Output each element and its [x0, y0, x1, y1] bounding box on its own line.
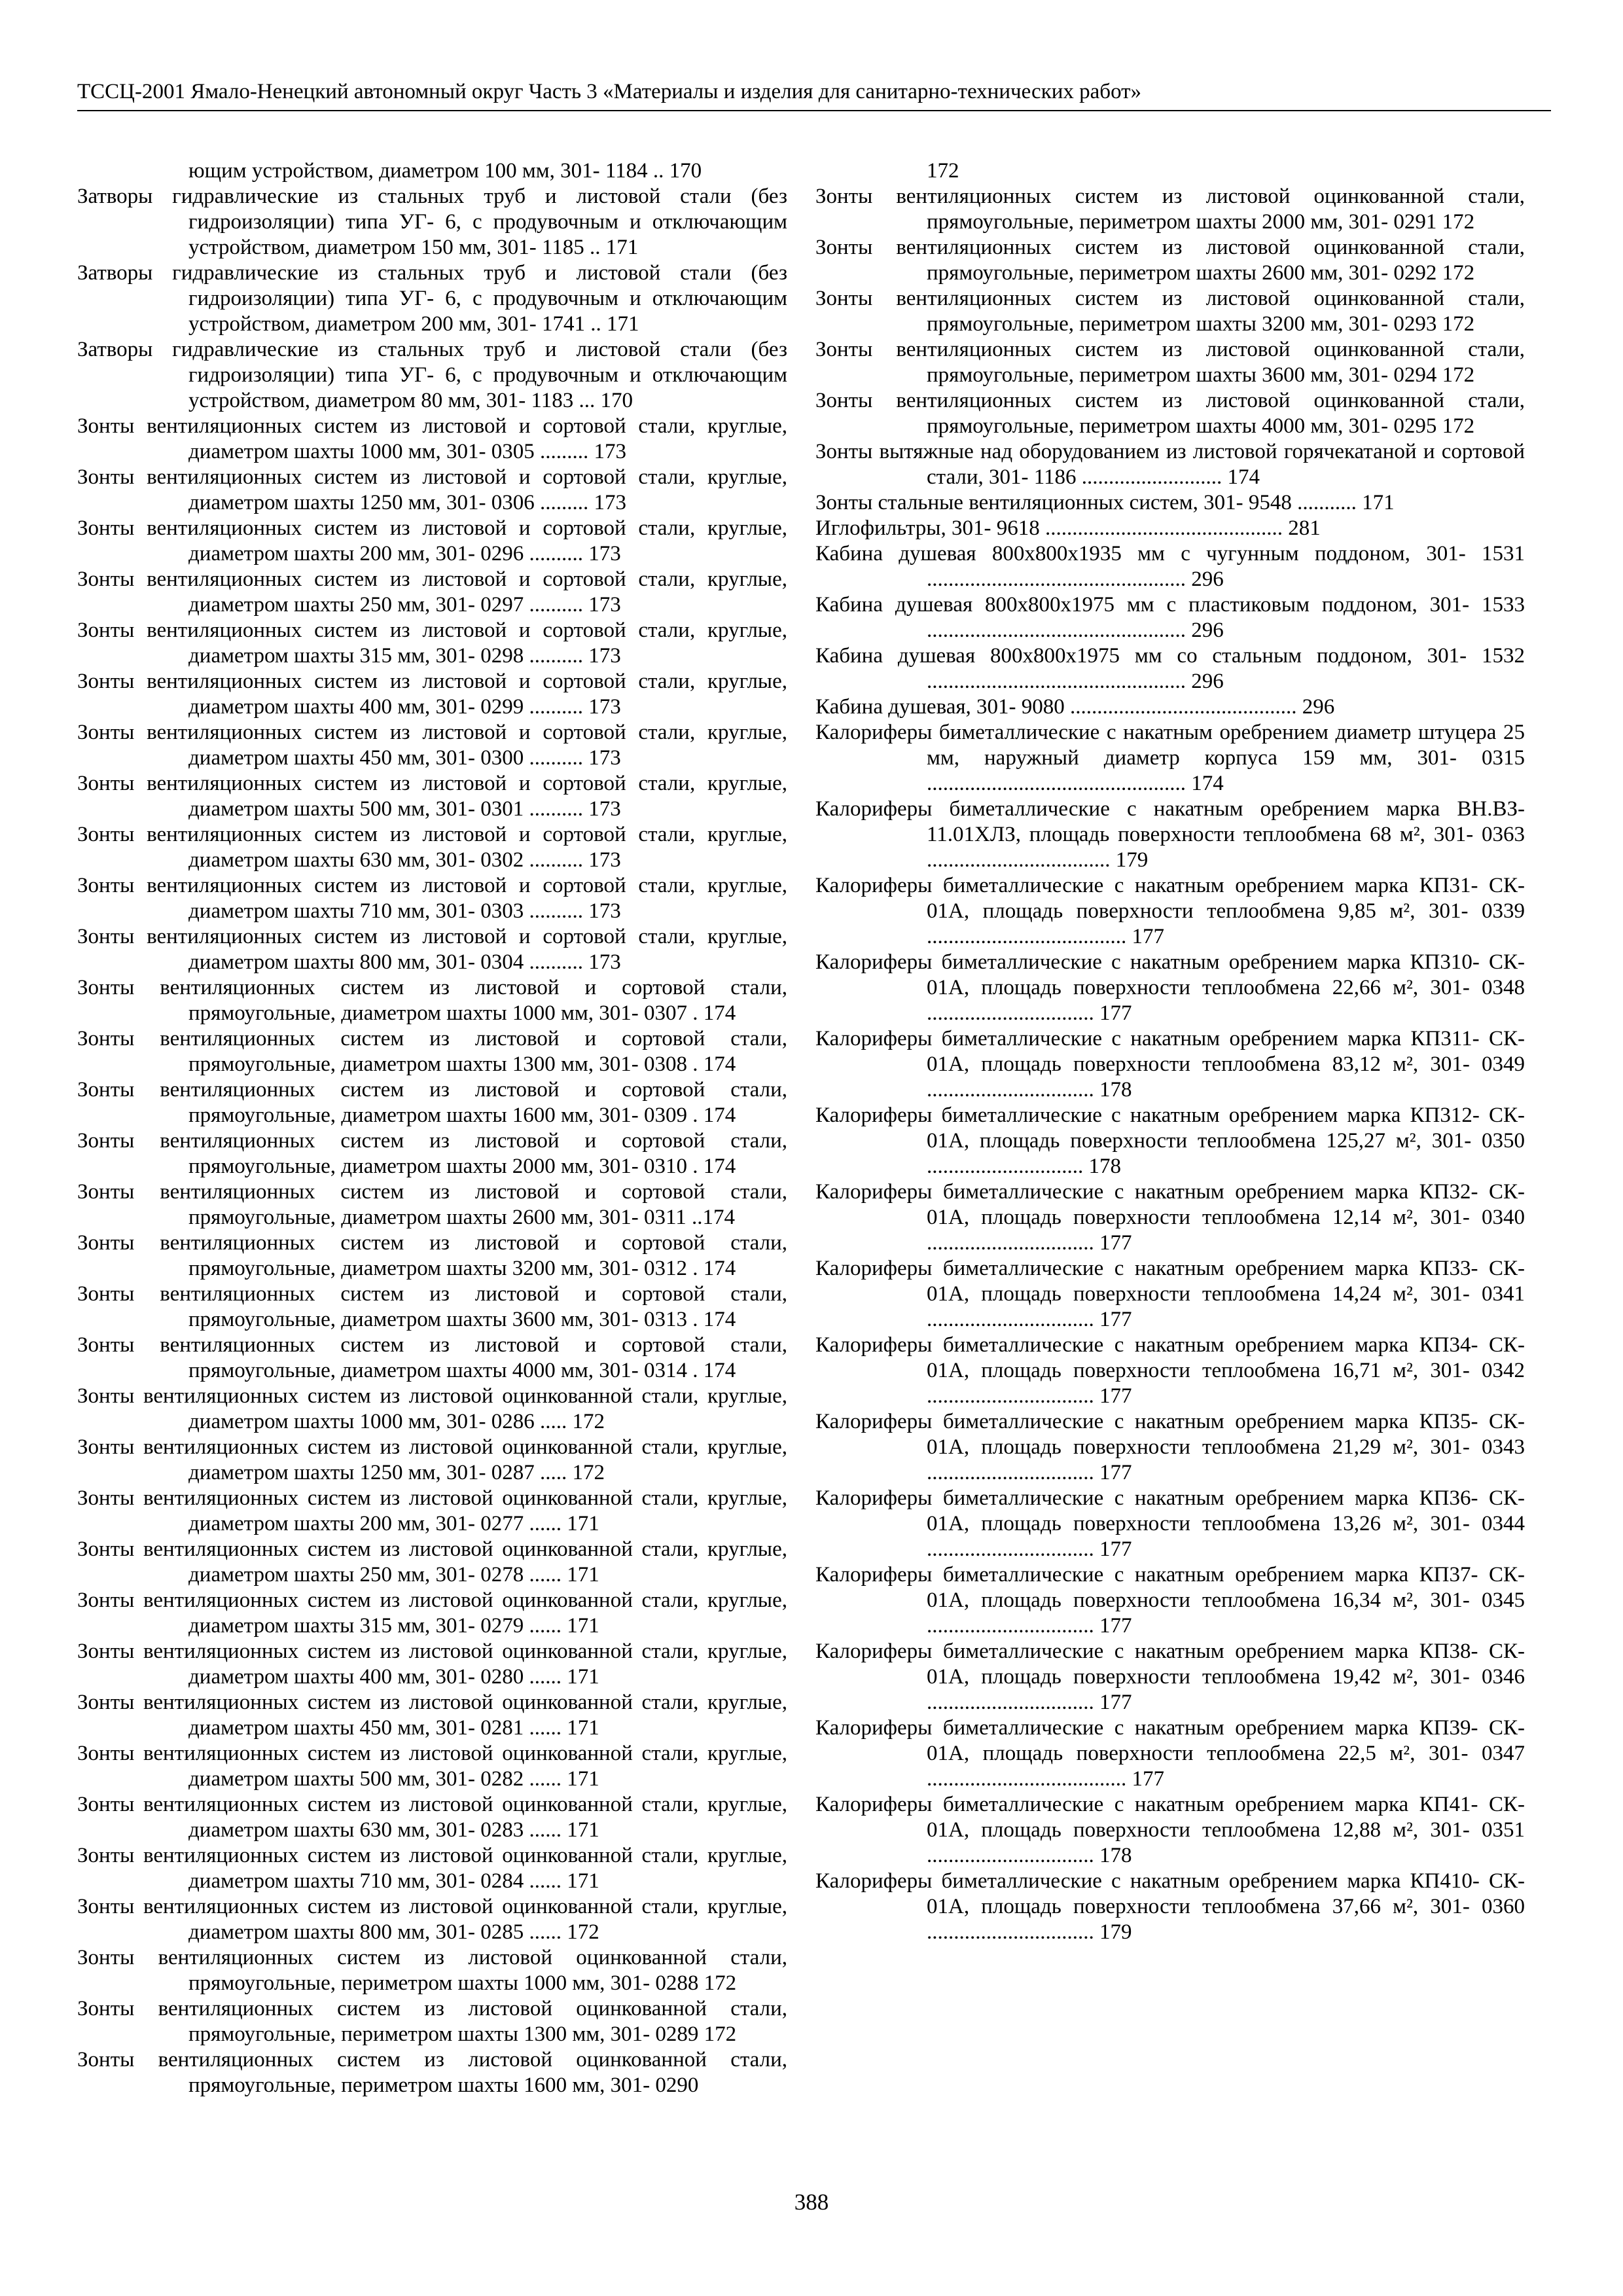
index-entry: Зонты вентиляционных систем из листовой оцинкованной стали, круглые, диаметром шахты 710 мм, 301- 0284 ...... 171: [77, 1844, 787, 1893]
index-entry: Калориферы биметаллические с накатным оребрением марка КП39- СК- 01А, площадь поверхности теплообмена 22,5 м², 301- 0347 ..................................... 177: [815, 1716, 1525, 1791]
index-entry: Зонты вентиляционных систем из листовой и сортовой стали, прямоугольные, диаметром шахты 3200 мм, 301- 0312 . 174: [77, 1231, 787, 1280]
index-entry: Зонты вытяжные над оборудованием из листовой горячекатаной и сортовой стали, 301- 1186 .......................... 174: [815, 440, 1525, 489]
index-column-right: [815, 158, 1525, 1945]
index-entry: 172: [927, 159, 959, 183]
index-entry: Зонты вентиляционных систем из листовой оцинкованной стали, прямоугольные, периметром шахты 4000 мм, 301- 0295 172: [815, 389, 1525, 438]
index-entry: Зонты вентиляционных систем из листовой оцинкованной стали, круглые, диаметром шахты 630 мм, 301- 0283 ...... 171: [77, 1793, 787, 1842]
index-entry: Зонты вентиляционных систем из листовой и сортовой стали, прямоугольные, диаметром шахты 1600 мм, 301- 0309 . 174: [77, 1078, 787, 1127]
index-entry: Зонты стальные вентиляционных систем, 301- 9548 ........... 171: [815, 491, 1395, 514]
index-entry: Зонты вентиляционных систем из листовой оцинкованной стали, круглые, диаметром шахты 400 мм, 301- 0280 ...... 171: [77, 1640, 787, 1689]
index-entry: Зонты вентиляционных систем из листовой и сортовой стали, круглые, диаметром шахты 800 мм, 301- 0304 .......... 173: [77, 925, 787, 974]
index-entry: Зонты вентиляционных систем из листовой и сортовой стали, круглые, диаметром шахты 200 мм, 301- 0296 .......... 173: [77, 516, 787, 565]
index-entry: Калориферы биметаллические с накатным оребрением марка КП310- СК- 01А, площадь поверхности теплообмена 22,66 м², 301- 0348 ............................... 177: [815, 950, 1525, 1025]
index-entry: Калориферы биметаллические с накатным оребрением марка КП38- СК- 01А, площадь поверхности теплообмена 19,42 м², 301- 0346 ............................... 177: [815, 1640, 1525, 1714]
index-entry: Калориферы биметаллические с накатным оребрением марка ВН.ВЗ- 11.01ХЛЗ, площадь поверхности теплообмена 68 м², 301- 0363 .................................. 179: [815, 797, 1525, 872]
index-entry: Зонты вентиляционных систем из листовой и сортовой стали, круглые, диаметром шахты 1000 мм, 301- 0305 ......... 173: [77, 414, 787, 463]
index-entry: Калориферы биметаллические с накатным оребрением марка КП311- СК- 01А, площадь поверхности теплообмена 83,12 м², 301- 0349 ............................... 178: [815, 1027, 1525, 1102]
page-header: ТССЦ-2001 Ямало-Ненецкий автономный округ Часть 3 «Материалы и изделия для санитарно-технических работ»: [77, 77, 1551, 111]
index-entry: Калориферы биметаллические с накатным оребрением марка КП312- СК- 01А, площадь поверхности теплообмена 125,27 м², 301- 0350 ............................. 178: [815, 1103, 1525, 1178]
index-entry: Калориферы биметаллические с накатным оребрением марка КП31- СК- 01А, площадь поверхности теплообмена 9,85 м², 301- 0339 ..................................... 177: [815, 874, 1525, 948]
index-entry: Калориферы биметаллические с накатным оребрением марка КП34- СК- 01А, площадь поверхности теплообмена 16,71 м², 301- 0342 ............................... 177: [815, 1333, 1525, 1408]
index-entry: Зонты вентиляционных систем из листовой и сортовой стали, круглые, диаметром шахты 400 мм, 301- 0299 .......... 173: [77, 670, 787, 719]
index-entry: Зонты вентиляционных систем из листовой оцинкованной стали, прямоугольные, периметром шахты 1000 мм, 301- 0288 172: [77, 1946, 787, 1995]
index-entry: Калориферы биметаллические с накатным оребрением марка КП37- СК- 01А, площадь поверхности теплообмена 16,34 м², 301- 0345 ............................... 177: [815, 1563, 1525, 1638]
index-column-left: [77, 158, 787, 2098]
index-entry: Зонты вентиляционных систем из листовой оцинкованной стали, прямоугольные, периметром шахты 1300 мм, 301- 0289 172: [77, 1997, 787, 2046]
index-entry: Зонты вентиляционных систем из листовой и сортовой стали, прямоугольные, диаметром шахты 3600 мм, 301- 0313 . 174: [77, 1282, 787, 1331]
index-entry: Иглофильтры, 301- 9618 ............................................ 281: [815, 516, 1321, 540]
index-entry: Кабина душевая, 301- 9080 .......................................... 296: [815, 695, 1335, 719]
index-entry: Зонты вентиляционных систем из листовой и сортовой стали, круглые, диаметром шахты 315 мм, 301- 0298 .......... 173: [77, 619, 787, 668]
index-entry: Кабина душевая 800х800х1935 мм с чугунным поддоном, 301- 1531 ................................................ 296: [815, 542, 1525, 591]
index-entry: Калориферы биметаллические с накатным оребрением марка КП32- СК- 01А, площадь поверхности теплообмена 12,14 м², 301- 0340 ............................... 177: [815, 1180, 1525, 1255]
index-entry: Калориферы биметаллические с накатным оребрением марка КП41- СК- 01А, площадь поверхности теплообмена 12,88 м², 301- 0351 ............................... 178: [815, 1793, 1525, 1867]
index-entry: Зонты вентиляционных систем из листовой оцинкованной стали, круглые, диаметром шахты 800 мм, 301- 0285 ...... 172: [77, 1895, 787, 1944]
index-entry: Зонты вентиляционных систем из листовой и сортовой стали, круглые, диаметром шахты 450 мм, 301- 0300 .......... 173: [77, 721, 787, 770]
index-entry: Зонты вентиляционных систем из листовой и сортовой стали, прямоугольные, диаметром шахты 2600 мм, 301- 0311 ..174: [77, 1180, 787, 1229]
index-entry: Калориферы биметаллические с накатным оребрением марка КП36- СК- 01А, площадь поверхности теплообмена 13,26 м², 301- 0344 ............................... 177: [815, 1486, 1525, 1561]
index-entry: Калориферы биметаллические с накатным оребрением марка КП35- СК- 01А, площадь поверхности теплообмена 21,29 м², 301- 0343 ............................... 177: [815, 1410, 1525, 1484]
index-entry: Зонты вентиляционных систем из листовой оцинкованной стали, круглые, диаметром шахты 500 мм, 301- 0282 ...... 171: [77, 1742, 787, 1791]
index-entry: Затворы гидравлические из стальных труб и листовой стали (без гидроизоляции) типа УГ- 6, с продувочным и отключающим устройством, диаметром 80 мм, 301- 1183 ... 170: [77, 338, 787, 412]
index-entry: Кабина душевая 800х800х1975 мм со стальным поддоном, 301- 1532 ................................................ 296: [815, 644, 1525, 693]
index-entry: Зонты вентиляционных систем из листовой оцинкованной стали, круглые, диаметром шахты 450 мм, 301- 0281 ...... 171: [77, 1691, 787, 1740]
index-entry: Зонты вентиляционных систем из листовой и сортовой стали, круглые, диаметром шахты 1250 мм, 301- 0306 ......... 173: [77, 465, 787, 514]
page-number: 388: [794, 2189, 829, 2215]
index-entry: Зонты вентиляционных систем из листовой оцинкованной стали, прямоугольные, периметром шахты 3600 мм, 301- 0294 172: [815, 338, 1525, 387]
index-entry: Зонты вентиляционных систем из листовой оцинкованной стали, прямоугольные, периметром шахты 2600 мм, 301- 0292 172: [815, 236, 1525, 285]
index-entry: Зонты вентиляционных систем из листовой оцинкованной стали, круглые, диаметром шахты 200 мм, 301- 0277 ...... 171: [77, 1486, 787, 1535]
index-entry: Зонты вентиляционных систем из листовой и сортовой стали, круглые, диаметром шахты 630 мм, 301- 0302 .......... 173: [77, 823, 787, 872]
index-entry: Зонты вентиляционных систем из листовой оцинкованной стали, прямоугольные, периметром шахты 2000 мм, 301- 0291 172: [815, 185, 1525, 234]
index-entry: Зонты вентиляционных систем из листовой и сортовой стали, прямоугольные, диаметром шахты 1300 мм, 301- 0308 . 174: [77, 1027, 787, 1076]
index-entry: Калориферы биметаллические с накатным оребрением марка КП33- СК- 01А, площадь поверхности теплообмена 14,24 м², 301- 0341 ............................... 177: [815, 1257, 1525, 1331]
index-entry: Калориферы биметаллические с накатным оребрением диаметр штуцера 25 мм, наружный диаметр корпуса 159 мм, 301- 0315 ................................................ 174: [815, 721, 1525, 795]
index-entry: Кабина душевая 800х800х1975 мм с пластиковым поддоном, 301- 1533 ................................................ 296: [815, 593, 1525, 642]
index-entry: Зонты вентиляционных систем из листовой оцинкованной стали, прямоугольные, периметром шахты 1600 мм, 301- 0290: [77, 2048, 787, 2097]
index-entry: Зонты вентиляционных систем из листовой оцинкованной стали, круглые, диаметром шахты 315 мм, 301- 0279 ...... 171: [77, 1588, 787, 1638]
index-entry: Затворы гидравлические из стальных труб и листовой стали (без гидроизоляции) типа УГ- 6, с продувочным и отключающим устройством, диаметром 150 мм, 301- 1185 .. 171: [77, 185, 787, 259]
index-entry: Зонты вентиляционных систем из листовой и сортовой стали, круглые, диаметром шахты 710 мм, 301- 0303 .......... 173: [77, 874, 787, 923]
index-entry: Зонты вентиляционных систем из листовой оцинкованной стали, круглые, диаметром шахты 1250 мм, 301- 0287 ..... 172: [77, 1435, 787, 1484]
index-entry: Зонты вентиляционных систем из листовой оцинкованной стали, прямоугольные, периметром шахты 3200 мм, 301- 0293 172: [815, 287, 1525, 336]
index-entry: Зонты вентиляционных систем из листовой и сортовой стали, прямоугольные, диаметром шахты 4000 мм, 301- 0314 . 174: [77, 1333, 787, 1382]
index-entry: Затворы гидравлические из стальных труб и листовой стали (без гидроизоляции) типа УГ- 6, с продувочным и отключающим устройством, диаметром 200 мм, 301- 1741 .. 171: [77, 261, 787, 336]
index-entry: ющим устройством, диаметром 100 мм, 301- 1184 .. 170: [188, 159, 702, 183]
index-entry: Зонты вентиляционных систем из листовой и сортовой стали, прямоугольные, диаметром шахты 2000 мм, 301- 0310 . 174: [77, 1129, 787, 1178]
index-entry: Зонты вентиляционных систем из листовой и сортовой стали, круглые, диаметром шахты 500 мм, 301- 0301 .......... 173: [77, 772, 787, 821]
index-entry: Зонты вентиляционных систем из листовой и сортовой стали, круглые, диаметром шахты 250 мм, 301- 0297 .......... 173: [77, 567, 787, 617]
index-entry: Зонты вентиляционных систем из листовой оцинкованной стали, круглые, диаметром шахты 250 мм, 301- 0278 ...... 171: [77, 1537, 787, 1587]
index-entry: Зонты вентиляционных систем из листовой и сортовой стали, прямоугольные, диаметром шахты 1000 мм, 301- 0307 . 174: [77, 976, 787, 1025]
index-entry: Калориферы биметаллические с накатным оребрением марка КП410- СК- 01А, площадь поверхности теплообмена 37,66 м², 301- 0360 ............................... 179: [815, 1869, 1525, 1944]
index-entry: Зонты вентиляционных систем из листовой оцинкованной стали, круглые, диаметром шахты 1000 мм, 301- 0286 ..... 172: [77, 1384, 787, 1433]
